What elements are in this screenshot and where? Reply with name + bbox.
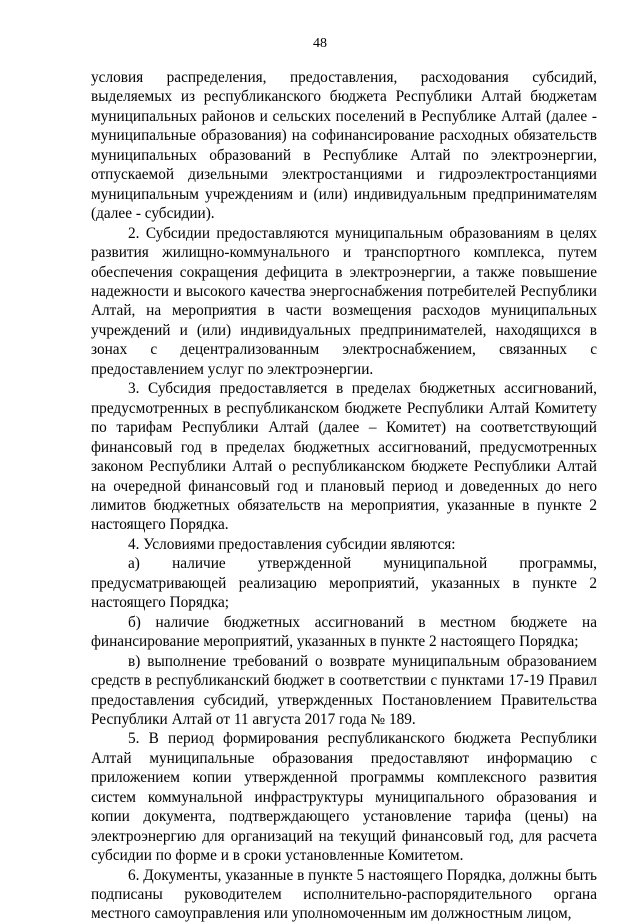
page-number: 48 xyxy=(313,36,327,51)
paragraph-4: 4. Условиями предоставления субсидии являются: xyxy=(128,535,456,553)
paragraph-4-v: в) выполнение требований о возврате муниципальным образованием средств в республиканский бюджет в соответствии с пунктами 17-19 Правил предоставления субсидий, утвержденных Постановлением Правительства Республики Алтай от 11 августа 2017 года № 189. xyxy=(91,652,597,728)
paragraph-6: 6. Документы, указанные в пункте 5 настоящего Порядка, должны быть подписаны руководителем исполнительно-распорядительного органа местного самоуправления или уполномоченным им должностным лицом, xyxy=(91,866,597,923)
document-body xyxy=(91,68,597,924)
paragraph-5: 5. В период формирования республиканского бюджета Республики Алтай муниципальные образования предоставляют информацию с приложением копии утвержденной программы комплексного развития систем коммунальной инфраструктуры муниципального образования и копии документа, подтверждающего установление тарифа (цены) на электроэнергию для организаций на текущий финансовый год, для расчета субсидии по форме и в сроки установленные Комитетом. xyxy=(91,730,597,865)
paragraph-intro-continuation: условия распределения, предоставления, расходования субсидий, выделяемых из республиканского бюджета Республики Алтай бюджетам муниципальных районов и сельских поселений в Республике Алтай (далее - муниципальные образования) на софинансирование расходных обязательств муниципальных образований в Республике Алтай по электроэнергии, отпускаемой дизельными электростанциями и гидроэлектростанциями муниципальным учреждениям и (или) индивидуальным предпринимателям (далее - субсидии). xyxy=(91,69,597,223)
paragraph-4-b: б) наличие бюджетных ассигнований в местном бюджете на финансирование мероприятий, указанных в пункте 2 настоящего Порядка; xyxy=(91,613,597,651)
paragraph-4-a: а) наличие утвержденной муниципальной программы, предусматривающей реализацию мероприятий, указанных в пункте 2 настоящего Порядка; xyxy=(91,555,597,612)
paragraph-3: 3. Субсидия предоставляется в пределах бюджетных ассигнований, предусмотренных в республиканском бюджете Республики Алтай Комитету по тарифам Республики Алтай (далее – Комитет) на соответствующий финансовый год в пределах бюджетных ассигнований, предусмотренных законом Республики Алтай о республиканском бюджете Республики Алтай на очередной финансовый год и плановый период и доведенных до него лимитов бюджетных обязательств на мероприятия, указанные в пункте 2 настоящего Порядка. xyxy=(91,380,597,534)
paragraph-2: 2. Субсидии предоставляются муниципальным образованиям в целях развития жилищно-коммунального и транспортного комплекса, путем обеспечения сокращения дефицита в электроэнергии, а также повышение надежности и высокого качества энергоснабжения потребителей Республики Алтай, на мероприятия в части возмещения расходов муниципальных учреждений и (или) индивидуальных предпринимателей, находящихся в зонах с децентрализованным электроснабжением, связанных с предоставлением услуг по электроэнергии. xyxy=(91,224,597,378)
